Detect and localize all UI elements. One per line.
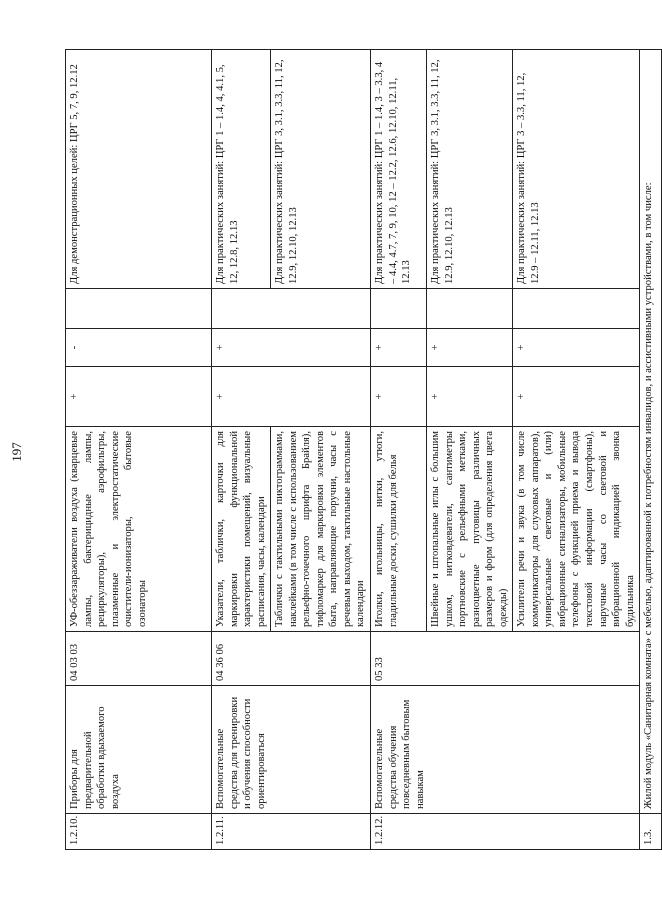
row-name: Вспомогательные средства для тренировки и обучения способности ориентироваться <box>212 686 371 814</box>
table-row <box>371 50 427 850</box>
row-description: Иголки, игольницы, нитки, утюги, гладильные доски, сушилки для белья <box>371 427 427 632</box>
mark-3 <box>212 289 371 329</box>
row-name: Приборы для предварительной обработки вдыхаемого воздуха <box>66 686 212 814</box>
row-usage: Для практических занятий: ЦРГ 3 – 3.3, 11, 12, 12.9 – 12.11, 12.13 <box>513 50 640 289</box>
row-usage: Для практических занятий: ЦРГ 1 – 1.4, 4, 4.1, 5, 12, 12.8, 12.13 <box>212 50 271 289</box>
mark-2: + <box>513 329 640 367</box>
row-number: 1.2.10. <box>66 814 212 850</box>
row-description: Усилители речи и звука (в том числе коммуникаторы для слуховых аппаратов), универсальные световые и (или) вибрационные сигнализаторы, мобильные телефоны с функцией приема и вывода текстовой информации (смартфоны), наручные часы со световой и вибрационной индикацией звонка будильника <box>513 427 640 632</box>
mark-2: + <box>371 329 427 367</box>
page-number: 197 <box>9 442 24 462</box>
row-code: 04 03 03 <box>66 632 212 686</box>
section-number: 1.3. <box>640 814 662 850</box>
mark-3 <box>513 289 640 329</box>
mark-2: - <box>66 329 212 367</box>
mark-3 <box>66 289 212 329</box>
section-row <box>640 50 662 850</box>
mark-1: + <box>212 367 371 427</box>
section-title: Жилой модуль «Санитарная комната» с мебелью, адаптированной к потребностям инвалидов, и ассистивными устройствами, в том числе: <box>640 50 662 814</box>
row-number: 1.2.11. <box>212 814 371 850</box>
mark-3 <box>427 289 513 329</box>
row-number: 1.2.12. <box>371 814 640 850</box>
row-description: УФ-обеззараживатели воздуха (кварцевые лампы, бактерицидные лампы, рециркуляторы), аэрофильтры, плазменные и электростатические очистители-ионизаторы, бытовые озонаторы <box>66 427 212 632</box>
row-name: Вспомогательные средства обучения повседневным бытовым навыкам <box>371 686 640 814</box>
equipment-table <box>65 49 662 850</box>
row-usage: Для демонстрационных целей: ЦРГ 5, 7, 9, 12.12 <box>66 50 212 289</box>
mark-2: + <box>212 329 371 367</box>
mark-3 <box>371 289 427 329</box>
row-description: Швейные и штопальные иглы с большим ушком, нитковдеватели, сантиметры портновские с рельефными метками, разноцветные пуговицы различных размеров и форм (для определения цвета одежды) <box>427 427 513 632</box>
row-usage: Для практических занятий: ЦРГ 3, 3.1, 3.3, 11, 12, 12.9, 12.10, 12.13 <box>271 50 371 289</box>
table-row <box>66 50 212 850</box>
row-description: Указатели, таблички, карточки для маркировки функциональной характеристики помещений, визуальные расписания, часы, календари <box>212 427 271 632</box>
row-usage: Для практических занятий: ЦРГ 3, 3.1, 3.3, 11, 12, 12.9, 12.10, 12.13 <box>427 50 513 289</box>
row-usage: Для практических занятий: ЦРГ 1 – 1.4, 3 – 3.3, 4 – 4.4, 4.7, 7, 9, 10, 12 – 12.2, 12.6, 12.10, 12.11, 12.13 <box>371 50 427 289</box>
table-row <box>212 50 271 850</box>
mark-2: + <box>427 329 513 367</box>
mark-1: + <box>371 367 427 427</box>
row-code: 04 36 06 <box>212 632 371 686</box>
mark-1: + <box>427 367 513 427</box>
row-code: 05 33 <box>371 632 640 686</box>
row-description: Таблички с тактильными пиктограммами, наклейками (в том числе с использованием рельефно-точечного шрифта Брайля), тифломаркер для маркировки элементов быта, направляющие поручни, часы с речевым выходом, тактильные настольные календари <box>271 427 371 632</box>
mark-1: + <box>513 367 640 427</box>
mark-1: + <box>66 367 212 427</box>
